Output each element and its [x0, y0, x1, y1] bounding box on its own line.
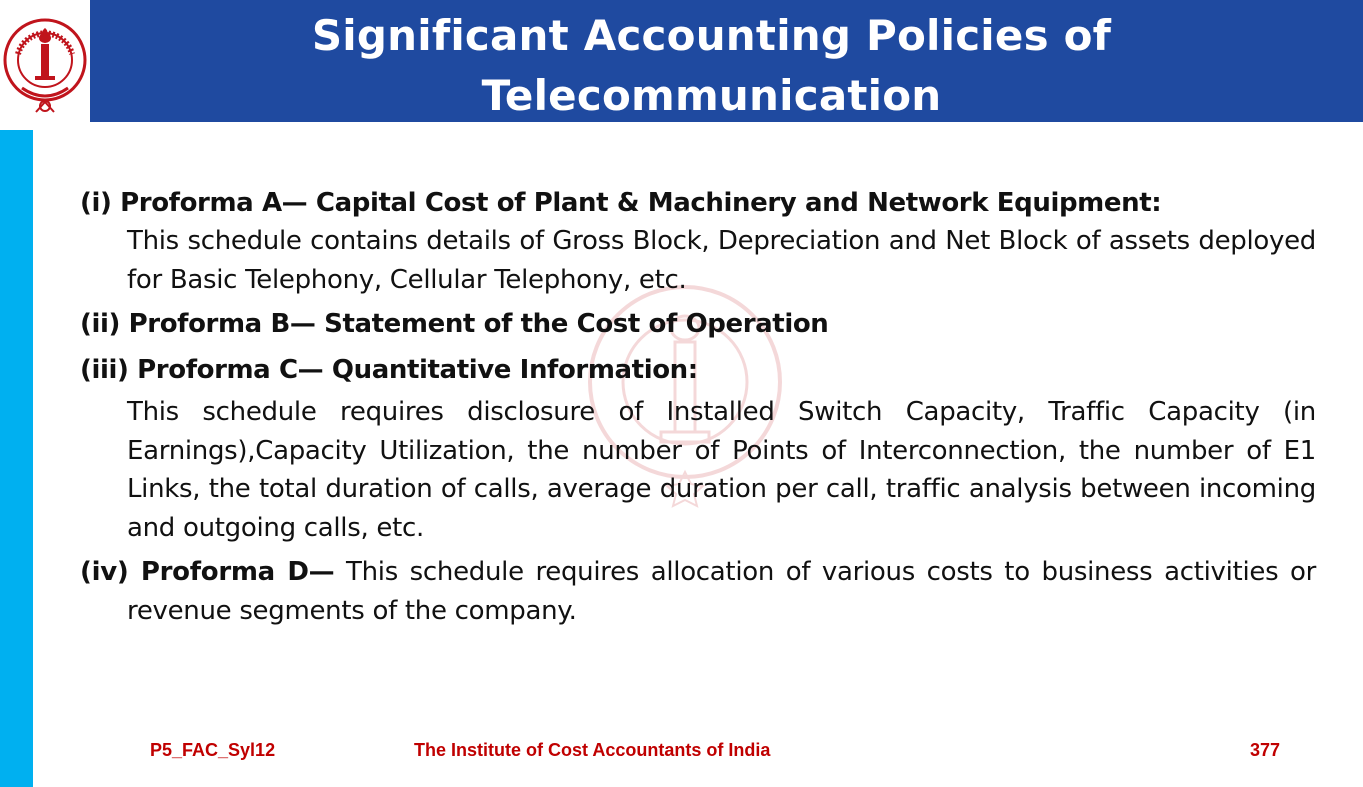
proforma-a-heading: (i) Proforma A— Capital Cost of Plant & Machinery and Network Equipment: — [80, 188, 1162, 218]
title-bar — [90, 0, 1363, 122]
proforma-c-description: This schedule requires disclosure of Installed Switch Capacity, Traffic Capacity (in Earnings),Capacity Utilization, the number of Points of Interconnection, the number of E1 Links, the total duration of calls, average duration per call, traffic analysis between incoming and outgoing calls, etc. — [127, 397, 1316, 543]
proforma-c-heading: (iii) Proforma C— Quantitative Information: — [80, 355, 698, 385]
proforma-b-heading: (ii) Proforma B— Statement of the Cost of Operation — [80, 309, 829, 339]
institute-logo — [0, 0, 90, 124]
proforma-d-description: This schedule requires allocation of various costs to business activities or revenue segments of the company. — [127, 557, 1316, 626]
proforma-d-paragraph — [80, 553, 1316, 630]
slide-content — [80, 184, 1316, 630]
footer-code: P5_FAC_Syl12 — [150, 740, 276, 760]
slide-title: Significant Accounting Policies of Telecommunication — [311, 11, 1112, 120]
footer-page-number: 377 — [1250, 740, 1281, 760]
proforma-d-heading: (iv) Proforma D— — [80, 557, 335, 587]
proforma-a-description: This schedule contains details of Gross Block, Depreciation and Net Block of assets deployed for Basic Telephony, Cellular Telephony, etc. — [127, 226, 1316, 295]
left-accent-bar — [0, 130, 33, 787]
institute-seal-icon — [2, 2, 88, 122]
footer-institute: The Institute of Cost Accountants of India — [414, 740, 771, 760]
